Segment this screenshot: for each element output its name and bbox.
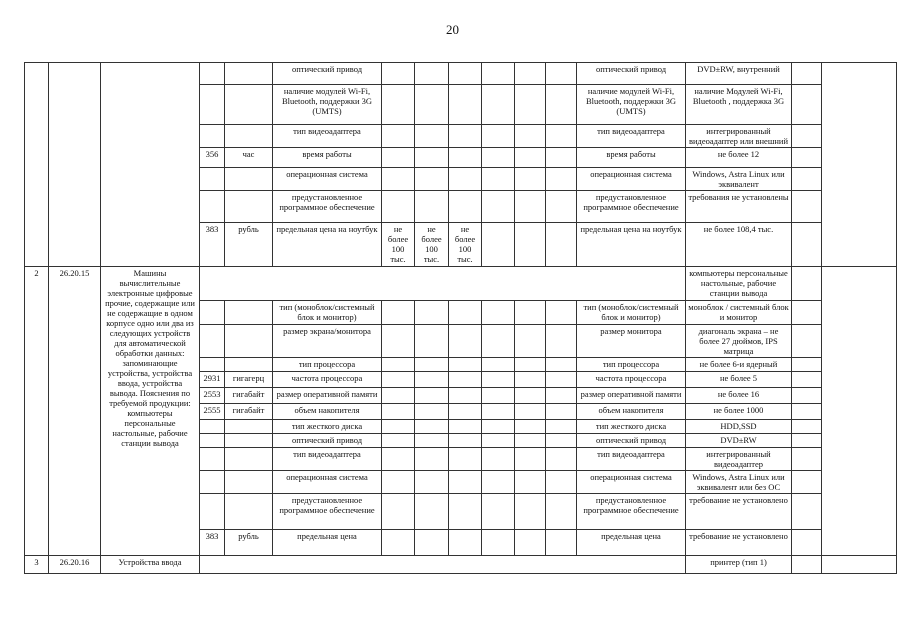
empty-cell xyxy=(415,420,449,434)
empty-cell xyxy=(482,325,515,358)
empty-cell xyxy=(515,125,546,148)
empty-cell xyxy=(546,63,577,85)
unit-cell: час xyxy=(225,148,273,168)
empty-cell xyxy=(415,301,449,325)
empty-cell xyxy=(449,404,482,420)
empty-cell xyxy=(515,420,546,434)
empty-cell xyxy=(415,471,449,494)
empty-cell xyxy=(515,85,546,125)
characteristic-cell: предельная цена на ноутбук xyxy=(577,223,686,267)
empty-cell xyxy=(382,301,415,325)
empty-cell xyxy=(546,388,577,404)
empty-cell xyxy=(449,325,482,358)
empty-cell xyxy=(449,168,482,191)
value-cell: HDD,SSD xyxy=(686,420,792,434)
empty-cell xyxy=(482,358,515,372)
characteristic-cell: операционная система xyxy=(273,471,382,494)
empty-cell xyxy=(382,434,415,448)
characteristic-cell: объем накопителя xyxy=(273,404,382,420)
okei-code-cell: 383 xyxy=(200,223,225,267)
characteristic-cell: предустановленное программное обеспечение xyxy=(273,191,382,223)
empty-cell xyxy=(101,63,200,267)
empty-cell xyxy=(546,223,577,267)
characteristic-cell: размер монитора xyxy=(577,325,686,358)
okei-code-cell: 356 xyxy=(200,148,225,168)
empty-cell xyxy=(449,494,482,530)
price-cell: не более 100 тыс. xyxy=(382,223,415,267)
empty-cell xyxy=(792,267,822,301)
empty-cell xyxy=(515,63,546,85)
empty-cell xyxy=(449,530,482,556)
empty-cell xyxy=(382,63,415,85)
empty-cell xyxy=(382,388,415,404)
value-cell: интегрированный видеоадаптер или внешний xyxy=(686,125,792,148)
empty-cell xyxy=(792,420,822,434)
okei-code-cell: 2555 xyxy=(200,404,225,420)
empty-cell xyxy=(515,530,546,556)
empty-cell xyxy=(415,358,449,372)
characteristic-cell: тип жесткого диска xyxy=(577,420,686,434)
empty-cell xyxy=(546,530,577,556)
empty-cell xyxy=(382,168,415,191)
unit-cell xyxy=(225,358,273,372)
empty-cell xyxy=(382,148,415,168)
empty-cell xyxy=(515,471,546,494)
empty-cell xyxy=(546,168,577,191)
empty-cell xyxy=(415,372,449,388)
empty-cell xyxy=(792,191,822,223)
empty-cell xyxy=(792,85,822,125)
empty-cell xyxy=(482,85,515,125)
empty-cell xyxy=(515,388,546,404)
unit-cell: гигагерц xyxy=(225,372,273,388)
empty-cell xyxy=(415,63,449,85)
unit-cell: гигабайт xyxy=(225,388,273,404)
characteristic-cell: частота процессора xyxy=(273,372,382,388)
unit-cell xyxy=(225,471,273,494)
empty-cell xyxy=(546,125,577,148)
value-cell: DVD±RW, внутренний xyxy=(686,63,792,85)
value-cell: не более 108,4 тыс. xyxy=(686,223,792,267)
empty-cell xyxy=(415,530,449,556)
okei-code-cell xyxy=(200,358,225,372)
price-cell: не более 100 тыс. xyxy=(449,223,482,267)
characteristic-cell: размер экрана/монитора xyxy=(273,325,382,358)
unit-cell xyxy=(225,434,273,448)
empty-cell xyxy=(822,267,897,556)
empty-cell xyxy=(482,471,515,494)
empty-cell xyxy=(382,125,415,148)
unit-cell xyxy=(225,448,273,471)
characteristic-cell: оптический привод xyxy=(273,434,382,448)
empty-cell xyxy=(515,404,546,420)
empty-cell xyxy=(415,191,449,223)
empty-cell xyxy=(515,325,546,358)
characteristic-cell: размер оперативной памяти xyxy=(273,388,382,404)
empty-cell xyxy=(25,63,49,267)
empty-cell xyxy=(415,434,449,448)
table-row xyxy=(25,63,897,85)
empty-cell xyxy=(515,434,546,448)
value-cell: компьютеры персональные настольные, рабочие станции вывода xyxy=(686,267,792,301)
characteristic-cell: предельная цена на ноутбук xyxy=(273,223,382,267)
okei-code-cell xyxy=(200,168,225,191)
empty-cell xyxy=(382,494,415,530)
value-cell: наличие Модулей Wi-Fi, Bluetooth , поддержка 3G xyxy=(686,85,792,125)
value-cell: не более 12 xyxy=(686,148,792,168)
characteristic-cell: время работы xyxy=(577,148,686,168)
table-body xyxy=(25,63,897,574)
empty-cell xyxy=(449,372,482,388)
empty-cell xyxy=(546,372,577,388)
empty-cell xyxy=(515,148,546,168)
empty-cell xyxy=(822,556,897,574)
empty-cell xyxy=(482,388,515,404)
empty-cell xyxy=(382,358,415,372)
okei-code-cell xyxy=(200,63,225,85)
okei-code-cell: 383 xyxy=(200,530,225,556)
characteristic-cell: тип (моноблок/системный блок и монитор) xyxy=(577,301,686,325)
empty-cell xyxy=(792,168,822,191)
empty-cell xyxy=(792,223,822,267)
empty-cell xyxy=(49,63,101,267)
empty-cell xyxy=(482,125,515,148)
empty-cell xyxy=(515,191,546,223)
okei-code-cell xyxy=(200,420,225,434)
empty-cell xyxy=(546,325,577,358)
empty-cell xyxy=(515,448,546,471)
empty-cell xyxy=(546,148,577,168)
empty-cell xyxy=(515,168,546,191)
empty-cell xyxy=(792,325,822,358)
characteristic-cell: наличие модулей Wi-Fi, Bluetooth, поддержки 3G (UMTS) xyxy=(577,85,686,125)
empty-cell xyxy=(449,85,482,125)
empty-cell xyxy=(822,63,897,267)
empty-cell xyxy=(449,434,482,448)
empty-cell xyxy=(482,63,515,85)
okei-code-cell: 2553 xyxy=(200,388,225,404)
empty-cell xyxy=(792,358,822,372)
characteristic-cell: предустановленное программное обеспечение xyxy=(273,494,382,530)
empty-cell xyxy=(546,420,577,434)
product-description-cell: Устройства ввода xyxy=(101,556,200,574)
empty-cell xyxy=(546,404,577,420)
okei-code-cell xyxy=(200,85,225,125)
unit-cell xyxy=(225,301,273,325)
characteristic-cell: размер оперативной памяти xyxy=(577,388,686,404)
characteristic-cell: оптический привод xyxy=(577,63,686,85)
empty-cell xyxy=(482,148,515,168)
empty-cell xyxy=(415,404,449,420)
empty-cell xyxy=(382,420,415,434)
unit-cell xyxy=(225,85,273,125)
characteristic-cell: тип (моноблок/системный блок и монитор) xyxy=(273,301,382,325)
empty-cell xyxy=(546,301,577,325)
empty-cell xyxy=(482,448,515,471)
empty-cell xyxy=(382,372,415,388)
empty-cell xyxy=(546,191,577,223)
characteristic-cell: предельная цена xyxy=(273,530,382,556)
empty-cell xyxy=(482,223,515,267)
characteristic-cell: тип видеоадаптера xyxy=(577,125,686,148)
empty-cell xyxy=(382,325,415,358)
empty-cell xyxy=(415,125,449,148)
value-cell: не более 16 xyxy=(686,388,792,404)
empty-cell xyxy=(792,471,822,494)
empty-cell xyxy=(449,448,482,471)
okei-code-cell: 2931 xyxy=(200,372,225,388)
value-cell: диагональ экрана – не более 27 дюймов, IPS матрица xyxy=(686,325,792,358)
okpd-code-cell: 26.20.15 xyxy=(49,267,101,556)
empty-cell xyxy=(415,168,449,191)
characteristic-cell: предустановленное программное обеспечение xyxy=(577,494,686,530)
characteristic-cell: операционная система xyxy=(577,471,686,494)
empty-cell xyxy=(449,191,482,223)
empty-cell xyxy=(482,191,515,223)
characteristic-cell: тип процессора xyxy=(273,358,382,372)
empty-cell xyxy=(482,434,515,448)
characteristic-cell: время работы xyxy=(273,148,382,168)
unit-cell xyxy=(225,420,273,434)
okei-code-cell xyxy=(200,434,225,448)
empty-cell xyxy=(546,434,577,448)
okei-code-cell xyxy=(200,125,225,148)
value-cell: не более 5 xyxy=(686,372,792,388)
empty-cell xyxy=(515,358,546,372)
characteristic-cell: тип жесткого диска xyxy=(273,420,382,434)
unit-cell xyxy=(225,125,273,148)
empty-cell xyxy=(515,223,546,267)
okei-code-cell xyxy=(200,494,225,530)
unit-cell: рубль xyxy=(225,223,273,267)
empty-cell xyxy=(792,434,822,448)
empty-cell xyxy=(449,63,482,85)
empty-cell xyxy=(546,448,577,471)
empty-cell xyxy=(449,358,482,372)
empty-cell xyxy=(515,301,546,325)
characteristic-cell: тип видеоадаптера xyxy=(577,448,686,471)
value-cell: Windows, Astra Linux или эквивалент xyxy=(686,168,792,191)
empty-cell xyxy=(415,388,449,404)
empty-cell xyxy=(546,471,577,494)
empty-cell xyxy=(449,125,482,148)
okei-code-cell xyxy=(200,325,225,358)
characteristic-cell: частота процессора xyxy=(577,372,686,388)
empty-cell xyxy=(546,358,577,372)
table-row xyxy=(25,556,897,574)
empty-cell xyxy=(792,388,822,404)
value-cell: не более 1000 xyxy=(686,404,792,420)
value-cell: требование не установлено xyxy=(686,494,792,530)
empty-cell xyxy=(792,63,822,85)
characteristic-cell: предустановленное программное обеспечение xyxy=(577,191,686,223)
row-number-cell: 3 xyxy=(25,556,49,574)
empty-cell xyxy=(200,556,686,574)
value-cell: принтер (тип 1) xyxy=(686,556,792,574)
empty-cell xyxy=(792,301,822,325)
characteristic-cell: тип видеоадаптера xyxy=(273,125,382,148)
empty-cell xyxy=(449,301,482,325)
empty-cell xyxy=(415,148,449,168)
empty-cell xyxy=(449,148,482,168)
empty-cell xyxy=(792,404,822,420)
characteristic-cell: оптический привод xyxy=(577,434,686,448)
empty-cell xyxy=(546,494,577,530)
empty-cell xyxy=(482,301,515,325)
empty-cell xyxy=(415,325,449,358)
empty-cell xyxy=(482,372,515,388)
empty-cell xyxy=(382,448,415,471)
empty-cell xyxy=(546,85,577,125)
okpd-code-cell: 26.20.16 xyxy=(49,556,101,574)
empty-cell xyxy=(792,148,822,168)
characteristic-cell: операционная система xyxy=(577,168,686,191)
empty-cell xyxy=(482,530,515,556)
empty-cell xyxy=(792,372,822,388)
row-number-cell: 2 xyxy=(25,267,49,556)
unit-cell xyxy=(225,325,273,358)
empty-cell xyxy=(792,125,822,148)
empty-cell xyxy=(382,85,415,125)
empty-cell xyxy=(382,191,415,223)
empty-cell xyxy=(415,85,449,125)
empty-cell xyxy=(200,267,686,301)
value-cell: требование не установлено xyxy=(686,530,792,556)
empty-cell xyxy=(415,448,449,471)
empty-cell xyxy=(382,404,415,420)
characteristic-cell: наличие модулей Wi-Fi, Bluetooth, поддержки 3G (UMTS) xyxy=(273,85,382,125)
okei-code-cell xyxy=(200,191,225,223)
okei-code-cell xyxy=(200,471,225,494)
value-cell: DVD±RW xyxy=(686,434,792,448)
characteristic-cell: оптический привод xyxy=(273,63,382,85)
page-number: 20 xyxy=(446,22,459,37)
empty-cell xyxy=(482,494,515,530)
empty-cell xyxy=(382,471,415,494)
characteristic-cell: тип видеоадаптера xyxy=(273,448,382,471)
characteristic-cell: предельная цена xyxy=(577,530,686,556)
empty-cell xyxy=(449,420,482,434)
table-row xyxy=(25,267,897,301)
price-cell: не более 100 тыс. xyxy=(415,223,449,267)
empty-cell xyxy=(792,494,822,530)
unit-cell xyxy=(225,168,273,191)
value-cell: интегрированный видеоадаптер xyxy=(686,448,792,471)
empty-cell xyxy=(792,448,822,471)
characteristic-cell: операционная система xyxy=(273,168,382,191)
empty-cell xyxy=(515,494,546,530)
empty-cell xyxy=(482,168,515,191)
empty-cell xyxy=(792,556,822,574)
unit-cell xyxy=(225,494,273,530)
unit-cell: гигабайт xyxy=(225,404,273,420)
value-cell: не более 6-и ядерный xyxy=(686,358,792,372)
okei-code-cell xyxy=(200,301,225,325)
empty-cell xyxy=(449,471,482,494)
value-cell: Windows, Astra Linux или эквивалент или без ОС xyxy=(686,471,792,494)
requirements-table xyxy=(24,62,897,574)
empty-cell xyxy=(382,530,415,556)
empty-cell xyxy=(415,494,449,530)
unit-cell xyxy=(225,191,273,223)
value-cell: требования не установлены xyxy=(686,191,792,223)
okei-code-cell xyxy=(200,448,225,471)
empty-cell xyxy=(482,404,515,420)
product-description-cell: Машины вычислительные электронные цифровые прочие, содержащие или не содержащие в одном корпусе одно или два из следующих устройств для автоматической обработки данных: запоминающие устройства, устройства ввода, устройства вывода. Пояснения по требуемой продукции: компьютеры персональные настольные, рабочие станции вывода xyxy=(101,267,200,556)
empty-cell xyxy=(515,372,546,388)
unit-cell xyxy=(225,63,273,85)
empty-cell xyxy=(449,388,482,404)
empty-cell xyxy=(792,530,822,556)
unit-cell: рубль xyxy=(225,530,273,556)
characteristic-cell: объем накопителя xyxy=(577,404,686,420)
value-cell: моноблок / системный блок и монитор xyxy=(686,301,792,325)
empty-cell xyxy=(482,420,515,434)
characteristic-cell: тип процессора xyxy=(577,358,686,372)
